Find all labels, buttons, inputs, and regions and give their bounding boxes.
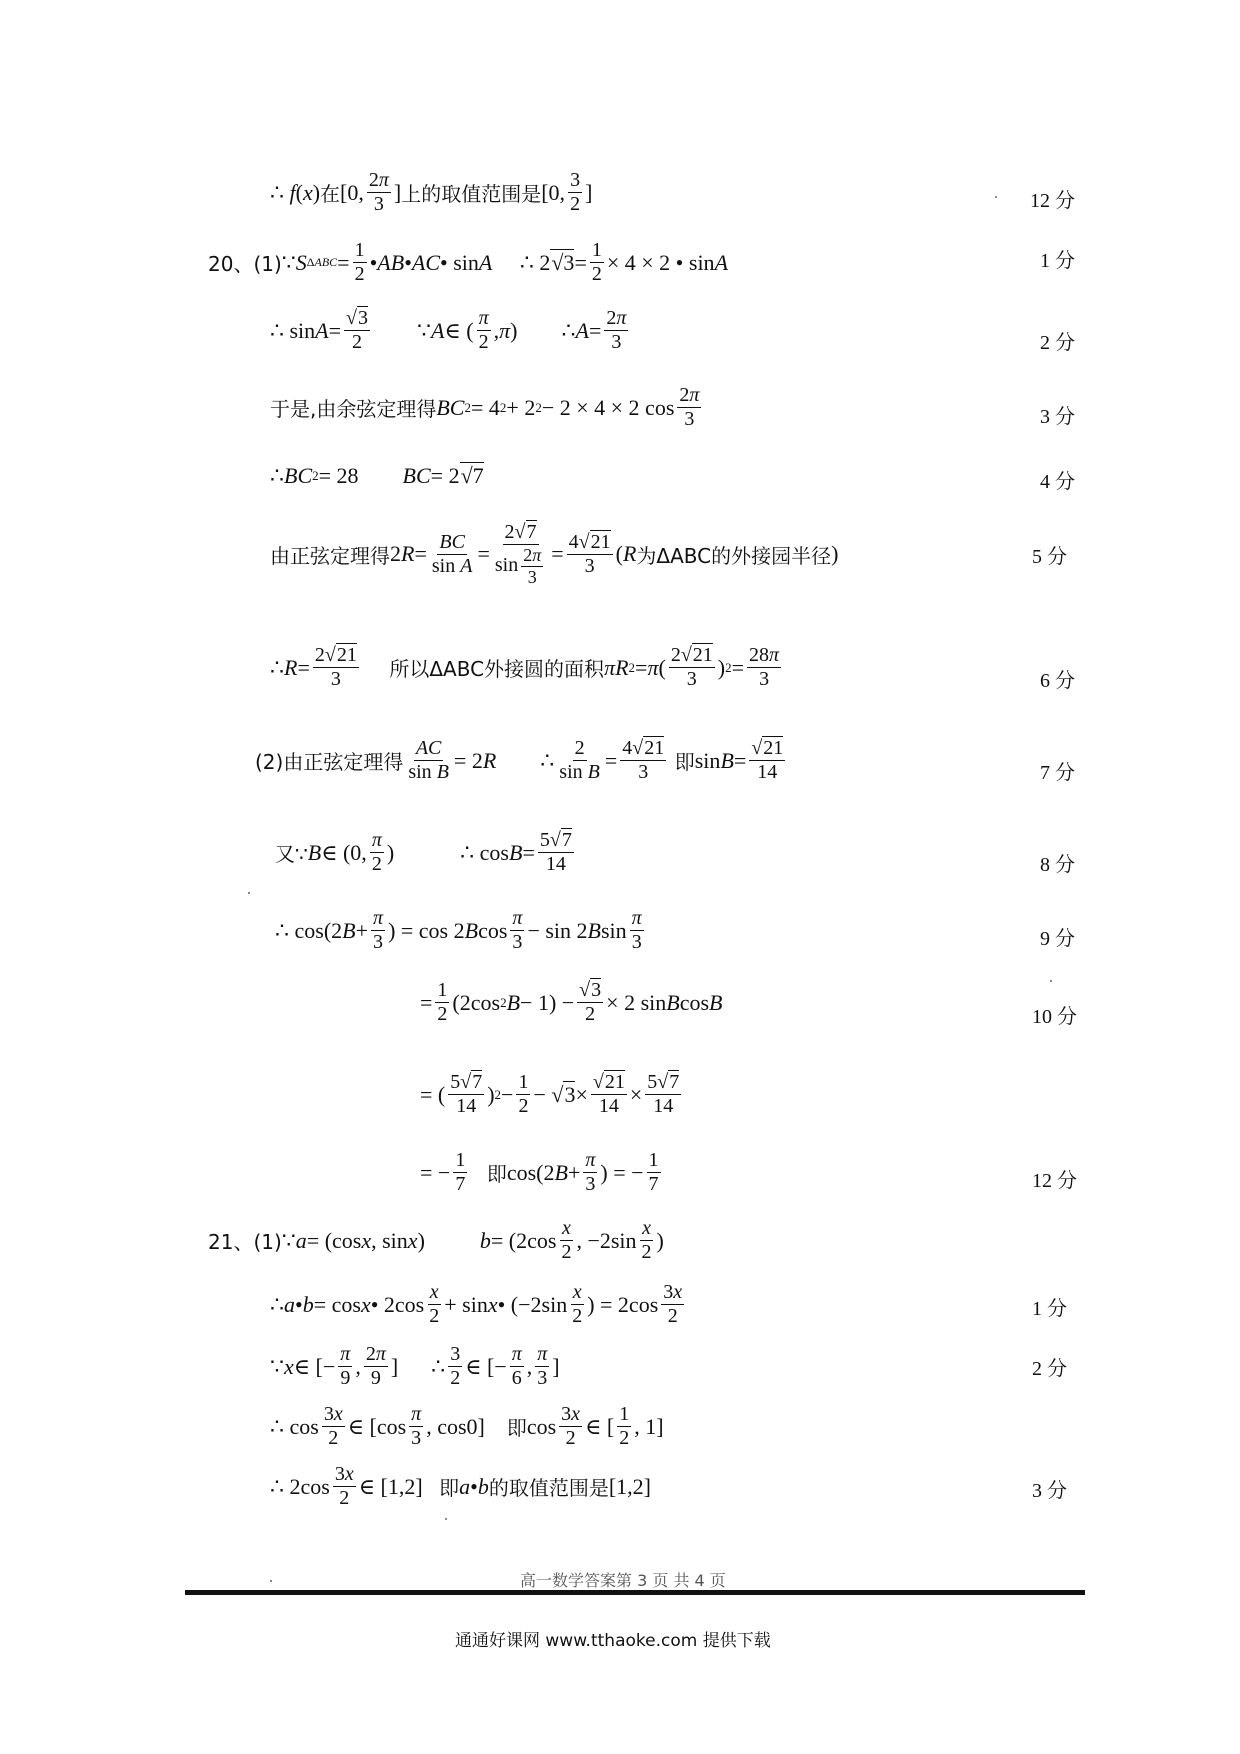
score-1: 12 分 xyxy=(1030,190,1075,212)
area-label: 所以ΔABC外接圆的面积 xyxy=(389,657,605,681)
you-label: 又∵ xyxy=(275,842,308,866)
horizontal-rule xyxy=(185,1590,1085,1595)
line-cosine-law: 于是,由余弦定理得 BC 2 = 4 2 + 2 2 − 2 × 4 × 2 cos $\frac{2\pi}{3}$ xyxy=(270,384,700,430)
line-x-range: ∵ x ∈ [− $\frac{\pi}{9}$ , $\frac{2\pi}{9}$ ] ∴ $\frac{3}{2}$ ∈ [− $\frac{\pi}{6}$ , $\frac{\pi}{3}$ ] xyxy=(270,1343,560,1389)
score-5: 4 分 xyxy=(1040,471,1075,493)
q21-label: 21、(1) xyxy=(208,1230,282,1254)
line-part2: (2)由正弦定理得 $\frac{AC}{\text{sin B}}$ = 2 R ∴ $\frac{2}{\text{sin B}}$ = $\frac{4√21}{3}$ 即 sin B = $\frac{√21}{14}$ xyxy=(255,737,784,783)
line-sine-law: 由正弦定理得 2 R = $\frac{BC}{\text{sin A}}$ = 2√7 sin $\frac{2\pi}{3}$ = $\frac{4√21}{3}$ ( R 为ΔABC的外接园半径 ) xyxy=(270,521,839,587)
score-15: 3 分 xyxy=(1032,1480,1067,1502)
score-4: 3 分 xyxy=(1040,406,1075,428)
score-7: 6 分 xyxy=(1040,670,1075,692)
ji-1: 即 xyxy=(674,750,695,774)
line-cosB: 又∵ B ∈ (0, $\frac{\pi}{2}$ ) ∴ cos B = $\frac{5√7}{14}$ xyxy=(275,829,572,875)
score-8: 7 分 xyxy=(1040,762,1075,784)
scan-speck xyxy=(995,196,997,198)
line-sinA: ∴ sin A = $\frac{√3}{2}$ ∵ A ∈ ( $\frac{\pi}{2}$ , π ) ∴ A = $\frac{2\pi}{3}$ xyxy=(270,307,627,353)
scan-speck xyxy=(445,1518,447,1520)
footer-credit: 通通好课网 www.tthaoke.com 提供下载 xyxy=(455,1631,771,1651)
line-area: ∴ R = $\frac{2√21}{3}$ 所以ΔABC外接圆的面积 πR 2 = π ( $\frac{2√21}{3}$ ) 2 = $\frac{28\pi}{3}$ xyxy=(270,644,780,690)
score-14: 2 分 xyxy=(1032,1358,1067,1380)
dot-range-label: 的取值范围是 xyxy=(488,1476,609,1500)
ji-2: 即 xyxy=(486,1162,507,1186)
scan-speck xyxy=(248,892,250,894)
zai-text: 在 xyxy=(320,182,341,206)
line-step10: = $\frac{1}{2}$ (2cos 2 B − 1) − $\frac{√3}{2}$ × 2 sin B cos B xyxy=(420,979,723,1025)
cosine-law-label: 于是,由余弦定理得 xyxy=(270,397,437,421)
score-11: 10 分 xyxy=(1032,1006,1077,1028)
line-step12: = − $\frac{1}{7}$ 即 cos(2 B + $\frac{\pi}{3}$ ) = − $\frac{1}{7}$ xyxy=(420,1149,659,1195)
page-note: 高一数学答案第 3 页 共 4 页 xyxy=(520,1571,726,1590)
line-step11: = ( $\frac{5√7}{14}$ ) 2 − $\frac{1}{2}$ − √ 3 × $\frac{√21}{14}$ × $\frac{5√7}{14}$ xyxy=(420,1071,680,1117)
line-final: ∴ 2cos $\frac{3x}{2}$ ∈ [1,2] 即 a • b 的取值范围是 [1,2] xyxy=(270,1463,652,1509)
line-cos-range: ∴ cos $\frac{3x}{2}$ ∈ [cos $\frac{\pi}{3}$ , cos0] 即 cos $\frac{3x}{2}$ ∈ [ $\frac{1}{2}$ , 1] xyxy=(270,1403,664,1449)
line-q21: 21、(1) ∵ a = (cos x , sin x ) b = (2cos $\frac{x}{2}$ , −2sin $\frac{x}{2}$ ) xyxy=(208,1217,664,1263)
score-9: 8 分 xyxy=(1040,854,1075,876)
ji-3: 即 xyxy=(506,1416,527,1440)
score-6: 5 分 xyxy=(1032,546,1067,568)
line-bc: ∴ BC 2 = 28 BC = 2 √7 xyxy=(270,462,484,488)
score-12: 12 分 xyxy=(1032,1170,1077,1192)
scan-speck xyxy=(270,1580,272,1582)
line-range-f: ∴ f ( x ) 在 [0, $\frac{2\pi}{3}$ ] 上的取值范围是 [0, $\frac{3}{2}$ ] xyxy=(270,169,593,215)
part2-label: (2)由正弦定理得 xyxy=(255,750,404,774)
score-3: 2 分 xyxy=(1040,332,1075,354)
range-label: 上的取值范围是 xyxy=(401,182,542,206)
ji-4: 即 xyxy=(439,1476,460,1500)
line-dot: ∴ a • b = cos x • 2cos $\frac{x}{2}$ + sin x • (−2sin $\frac{x}{2}$ ) = 2cos $\frac{3x}{2}$ xyxy=(270,1281,683,1327)
circumradius-note: 为ΔABC的外接园半径 xyxy=(636,543,832,568)
sine-law-label: 由正弦定理得 xyxy=(270,543,390,568)
scan-speck xyxy=(1050,980,1052,982)
line-cos2B: ∴ cos(2 B + $\frac{\pi}{3}$ ) = cos 2 B cos $\frac{\pi}{3}$ − sin 2 B sin $\frac{\pi}{3}$ xyxy=(275,907,642,953)
score-13: 1 分 xyxy=(1032,1298,1067,1320)
line-q20-area: 20、(1) ∵ S ΔABC = $\frac{1}{2}$ • AB • AC • sin A ∴ 2 √3 = $\frac{1}{2}$ × 4 × 2 • sin A xyxy=(208,239,729,285)
q20-label: 20、(1) xyxy=(208,252,282,276)
score-10: 9 分 xyxy=(1040,928,1075,950)
score-2: 1 分 xyxy=(1040,250,1075,272)
